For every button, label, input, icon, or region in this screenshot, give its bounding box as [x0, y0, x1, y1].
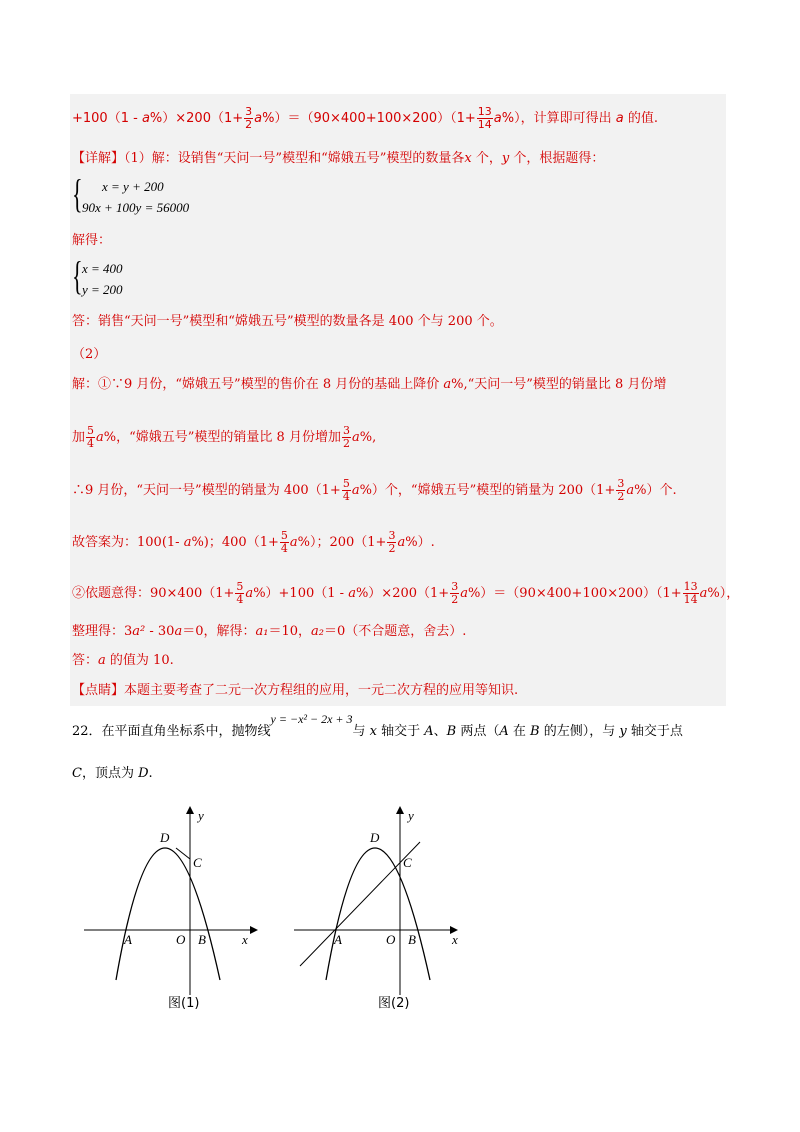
- figure-2-caption: 图(2): [378, 996, 410, 1011]
- fig2-label-c: C: [403, 855, 412, 870]
- comment-line: 【点睛】本题主要考查了二元一次方程组的应用，一元二次方程的应用等知识.: [72, 683, 519, 698]
- solution-line-7: 加 $\frac{5}{4}$ a%，“嫦娥五号”模型的销量比 8 月份增加 $\frac{3}{2}$ a%,: [72, 424, 377, 450]
- question-22-line-2: C，顶点为 D.: [72, 766, 153, 781]
- fig2-label-x: x: [452, 932, 458, 947]
- fig1-label-b: B: [198, 932, 206, 947]
- system1-eq1: x = y + 200: [102, 179, 164, 194]
- system2-eq1: x = 400: [82, 261, 123, 276]
- fig1-label-x: x: [242, 932, 248, 947]
- document-page: +100（1 - a%）×200（1+ $\frac{3}{2}$ a%）＝（90×400+100×200）（1+ $\frac{13}{14}$ a%），计算即可得出 a 的值. 【详解】（1）解：设销售“天问一号”模型和“嫦娥五号”模型的数量各x 个，y 个，根据题得： { x = y + 200 90x + 100y = 56000 解得： { x = 400 y = 200 答：销售“天问一号”模型和“嫦娥五号”模型的数量各是 400 个与 200 个。 （2） 解：①∵9 月份，“嫦娥五号”模型的售价在 8 月份的基础上降价 a%,“天问一号”模型的销量比 8 月份增 加 $\frac{5}{4}$ a%，“嫦娥五号”模型的销量比 8 月份增加 $\frac{3}{2}$ a%, ∴9 月份，“天问一号”模型的销量为 400（1+ $\frac{5}{4}$ a%）个，“嫦娥五号”模型的销量为 200（1+ $\frac{3}{2}$ a%）个. 故答案为：100(1- a%)；400（1+ $\frac{5}{4}$ a%）；200（1+ $\frac{3}{2}$ a%）. ②依题意得：90×400（1+ $\frac{5}{4}$ a%）+100（1 - a%）×200（1+ $\frac{3}{2}$ a%）＝（90×400+100×200）（1+ $\frac{13}{14}$ a%）， 整理得：3a² - 30a＝0，解得：a₁＝10，a₂＝0（不合题意，舍去）. 答：a 的值为 10. 【点睛】本题主要考查了二元一次方程组的应用，一元二次方程的应用等知识. 22．在平面直角坐标系中，抛物线y = −x² − 2x + 3与 x 轴交于 A、B 两点（A 在 B 的左侧），与 y 轴交于点 C，顶点为 D. D C A O B x y 图(1) D C A O B x y 图(2): [0, 0, 800, 1132]
- solution-detail-line: 【详解】（1）解：设销售“天问一号”模型和“嫦娥五号”模型的数量各x 个，y 个，根据题得：: [72, 151, 605, 166]
- comment-tag: 【点睛】: [72, 683, 125, 698]
- solution-line-9: 故答案为：100(1- a%)；400（1+ $\frac{5}{4}$ a%）；200（1+ $\frac{3}{2}$ a%）.: [72, 529, 435, 555]
- solution-line-10: ②依题意得：90×400（1+ $\frac{5}{4}$ a%）+100（1 - a%）×200（1+ $\frac{3}{2}$ a%）＝（90×400+100×200）（1+ $\frac{13}{14}$ a%），: [72, 580, 740, 606]
- fig1-label-o: O: [176, 932, 186, 947]
- solution-line-1: +100（1 - a%）×200（1+ $\frac{3}{2}$ a%）＝（90×400+100×200）（1+ $\frac{13}{14}$ a%），计算即可得出 a 的值.: [72, 105, 658, 131]
- figure-2-graph: [290, 800, 470, 1000]
- fig2-label-b: B: [408, 932, 416, 947]
- fig2-parabola: [326, 848, 430, 980]
- fig1-label-a: A: [124, 932, 132, 947]
- fig1-segment-dc: [176, 848, 190, 859]
- answer-line-1: 答：销售“天问一号”模型和“嫦娥五号”模型的数量各是 400 个与 200 个。: [72, 314, 503, 329]
- figure-1-graph: [80, 800, 260, 1000]
- system1-eq2: 90x + 100y = 56000: [82, 200, 190, 215]
- part-2-label: （2）: [72, 347, 107, 362]
- system2-eq2: y = 200: [82, 282, 123, 297]
- detail-tag: 【详解】: [72, 151, 125, 166]
- solution-solve-label: 解得：: [72, 233, 112, 248]
- fig1-parabola: [116, 848, 220, 980]
- question-22-line-1: 22．在平面直角坐标系中，抛物线y = −x² − 2x + 3与 x 轴交于 A、B 两点（A 在 B 的左侧），与 y 轴交于点: [72, 712, 683, 739]
- fig1-label-y: y: [198, 808, 204, 823]
- fig2-y-arrow: [396, 806, 404, 814]
- fig2-label-d: D: [370, 830, 380, 845]
- fig1-x-arrow: [250, 926, 258, 934]
- parabola-formula: y = −x² − 2x + 3: [270, 712, 353, 726]
- fig2-label-a: A: [334, 932, 342, 947]
- solution-shaded-block: [70, 94, 726, 706]
- fig1-label-d: D: [160, 830, 170, 845]
- fig2-label-o: O: [386, 932, 396, 947]
- answer-line-2: 答：a 的值为 10.: [72, 653, 174, 668]
- figure-1-caption: 图(1): [168, 996, 200, 1011]
- solution-line-8: ∴9 月份，“天问一号”模型的销量为 400（1+ $\frac{5}{4}$ a%）个，“嫦娥五号”模型的销量为 200（1+ $\frac{3}{2}$ a%）个.: [72, 477, 677, 503]
- solution-line-11: 整理得：3a² - 30a＝0，解得：a₁＝10，a₂＝0（不合题意，舍去）.: [72, 624, 467, 639]
- fig1-y-arrow: [186, 806, 194, 814]
- fig2-line-ac: [300, 842, 420, 966]
- solution-line-6: 解：①∵9 月份，“嫦娥五号”模型的售价在 8 月份的基础上降价 a%,“天问一号”模型的销量比 8 月份增: [72, 377, 667, 392]
- fig1-label-c: C: [193, 855, 202, 870]
- fig2-label-y: y: [408, 808, 414, 823]
